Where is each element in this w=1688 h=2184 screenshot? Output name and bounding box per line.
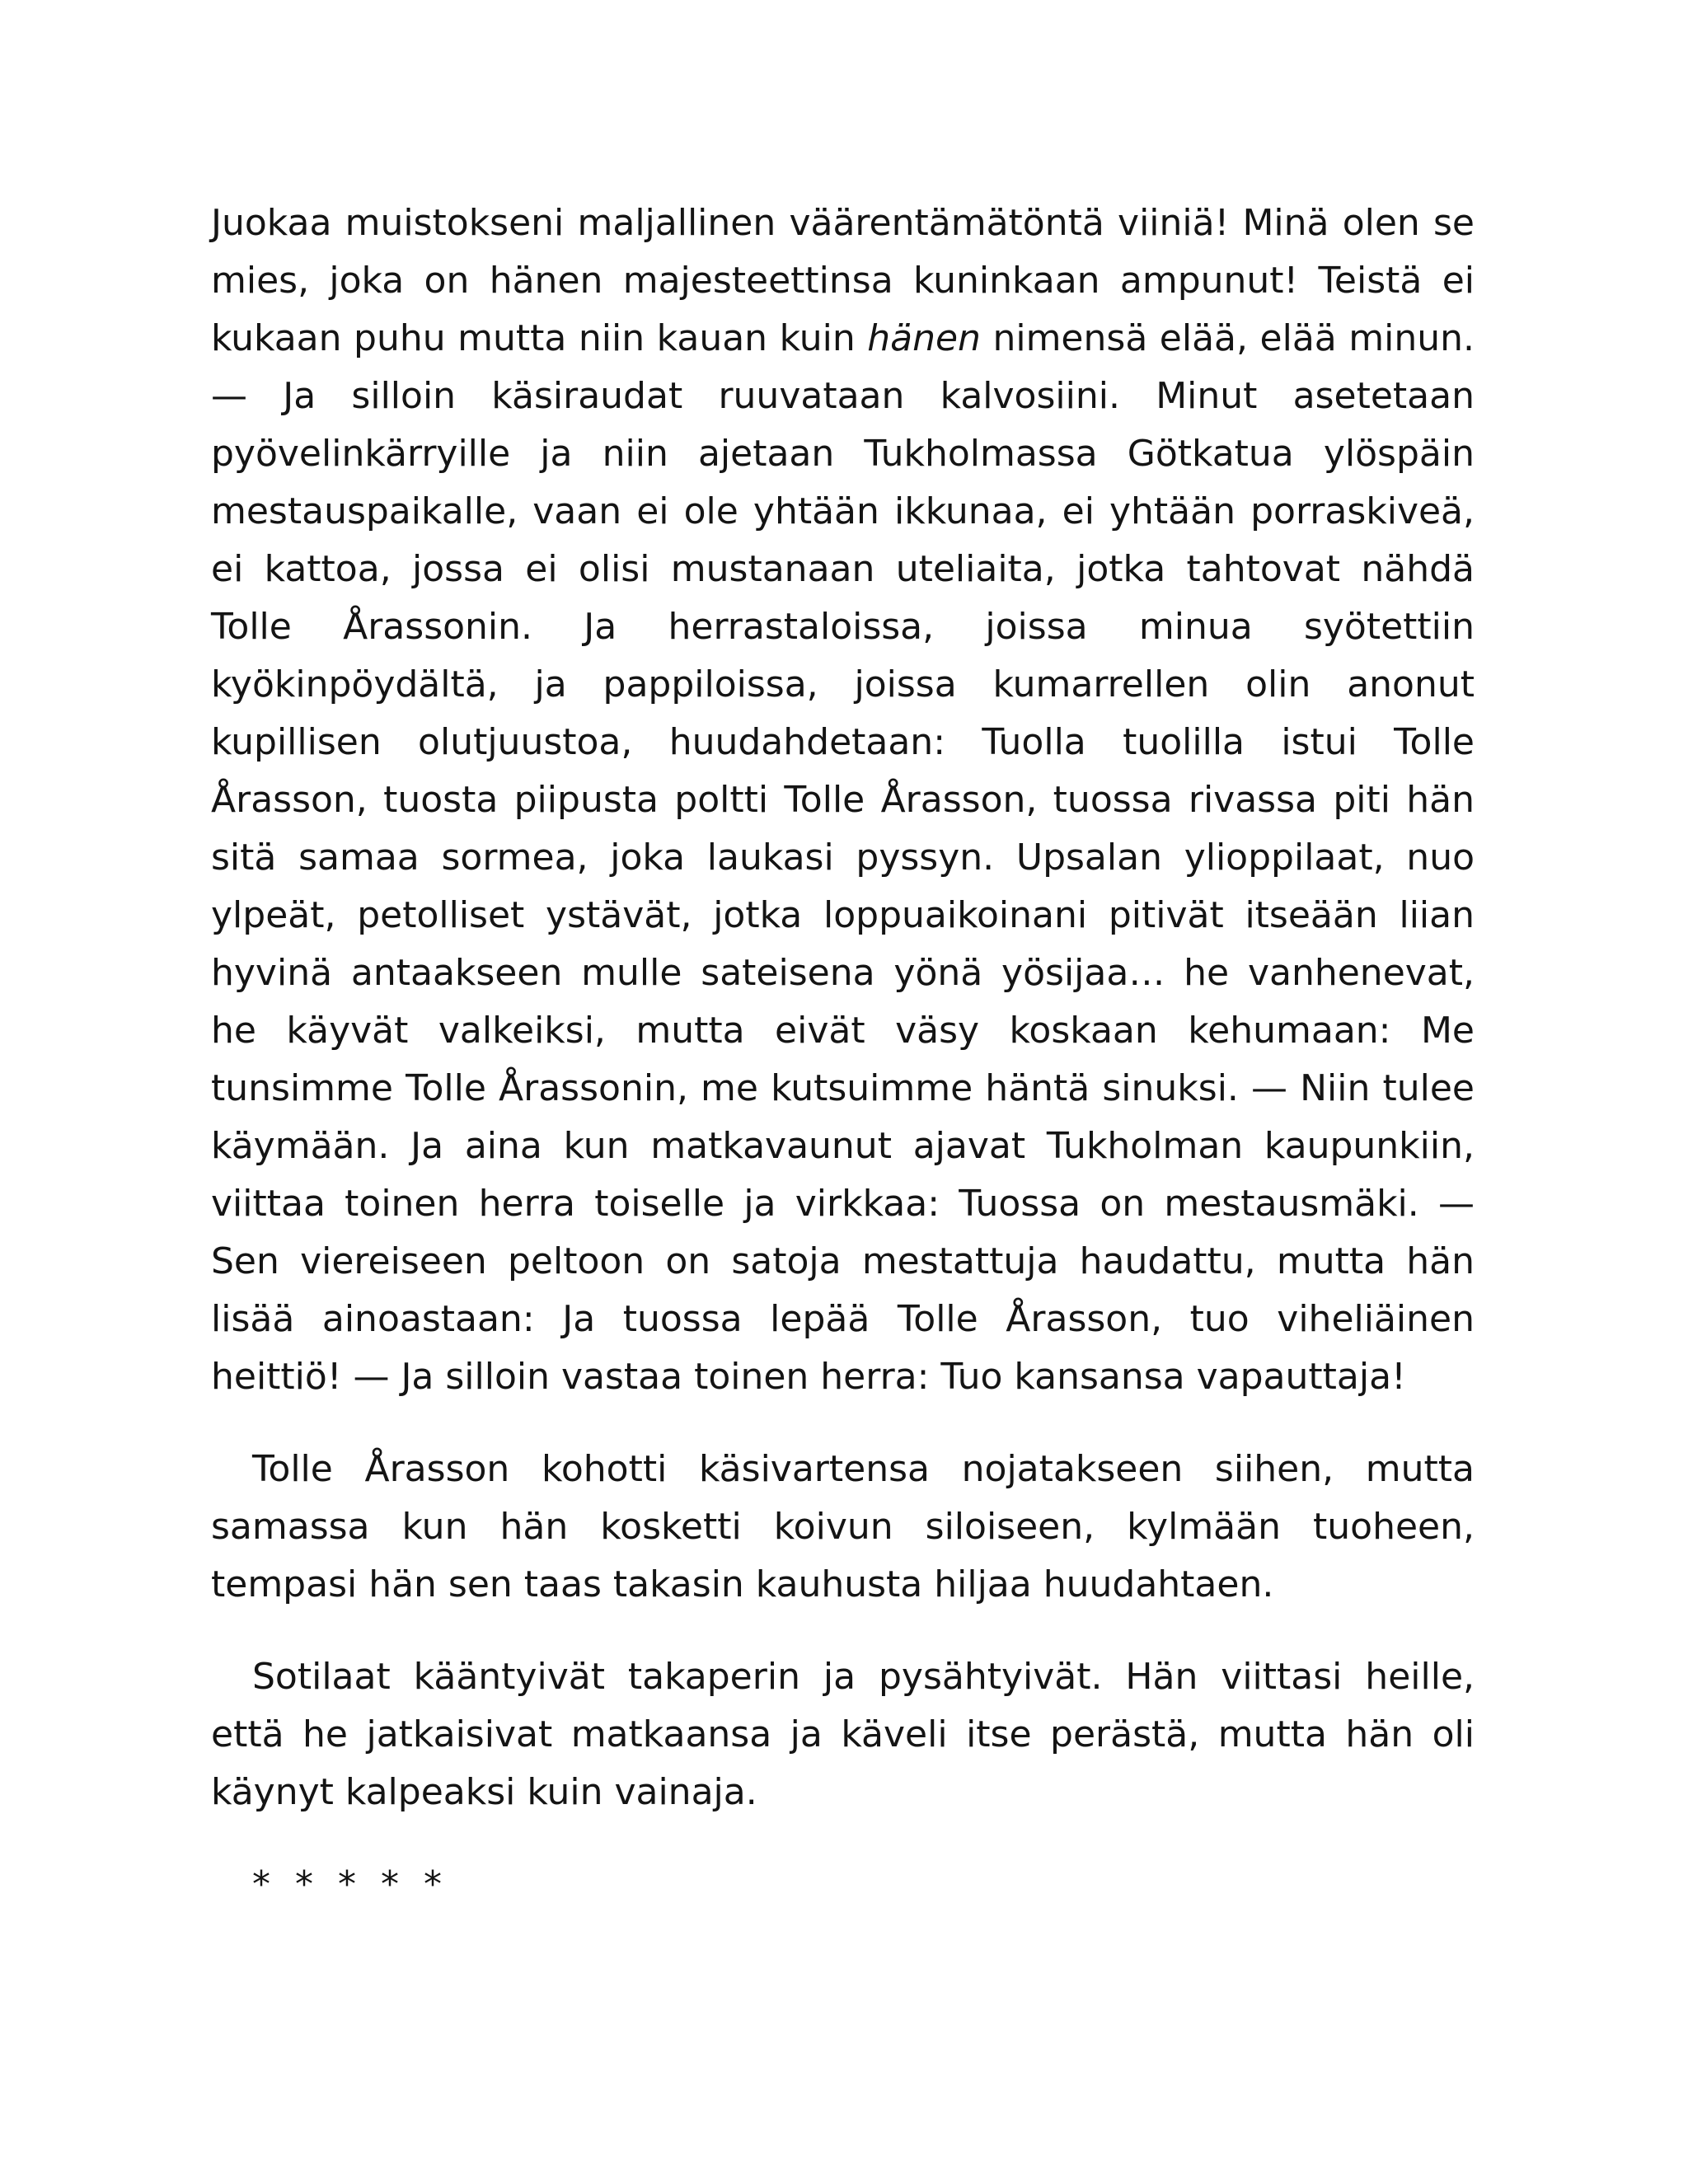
section-break: * * * * * [252, 1863, 448, 1905]
paragraph-1-text-start: Juokaa muistokseni maljallinen väärentämätöntä viiniä! Minä olen se mies, joka on hänen majesteettinsa kuninkaan ampunut! Teistä ei kukaan puhu mutta niin kauan kuin [211, 202, 1475, 359]
paragraph-1 [211, 194, 1475, 1406]
paragraph-2: Tolle Årasson kohotti käsivartensa nojatakseen siihen, mutta samassa kun hän kosketti koivun siloiseen, kylmään tuoheen, tempasi hän sen taas takasin kauhusta hiljaa huudahtaen. [211, 1448, 1475, 1605]
paragraph-1-text-end: nimensä elää, elää minun. — Ja silloin käsiraudat ruuvataan kalvosiini. Minut asetetaan pyövelinkärryille ja niin ajetaan Tukholmassa Götkatua ylöspäin mestauspaikalle, vaan ei ole yhtään ikkunaa, ei yhtään porraskiveä, ei kattoa, jossa ei olisi mustanaan uteliaita, jotka tahtovat nähdä Tolle Årassonin. Ja herrastaloissa, joissa minua syötettiin kyökinpöydältä, ja pappiloissa, joissa kumarrellen olin anonut kupillisen olutjuustoa, huudahdetaan: Tuolla tuolilla istui Tolle Årasson, tuosta piipusta poltti Tolle Årasson, tuossa rivassa piti hän sitä samaa sormea, joka laukasi pyssyn. Upsalan ylioppilaat, nuo ylpeät, petolliset ystävät, jotka loppuaikoinani pitivät itseään liian hyvinä antaakseen mulle sateisena yönä yösijaa… he vanhenevat, he käyvät valkeiksi, mutta eivät väsy koskaan kehumaan: Me tunsimme Tolle Årassonin, me kutsuimme häntä sinuksi. — Niin tulee käymään. Ja aina kun matkavaunut ajavat Tukholman kaupunkiin, viittaa toinen herra toiselle ja virkkaa: Tuossa on mestausmäki. — Sen viereiseen peltoon on satoja mestattuja haudattu, mutta hän lisää ainoastaan: Ja tuossa lepää Tolle Årasson, tuo viheliäinen heittiö! — Ja silloin vastaa toinen herra: Tuo kansansa vapauttaja! [211, 317, 1475, 1398]
body-text [211, 194, 1475, 1914]
paragraph-3: Sotilaat kääntyivät takaperin ja pysähtyivät. Hän viittasi heille, että he jatkaisivat matkaansa ja käveli itse perästä, mutta hän oli käynyt kalpeaksi kuin vainaja. [211, 1656, 1475, 1813]
italic-word: hänen [867, 317, 981, 359]
